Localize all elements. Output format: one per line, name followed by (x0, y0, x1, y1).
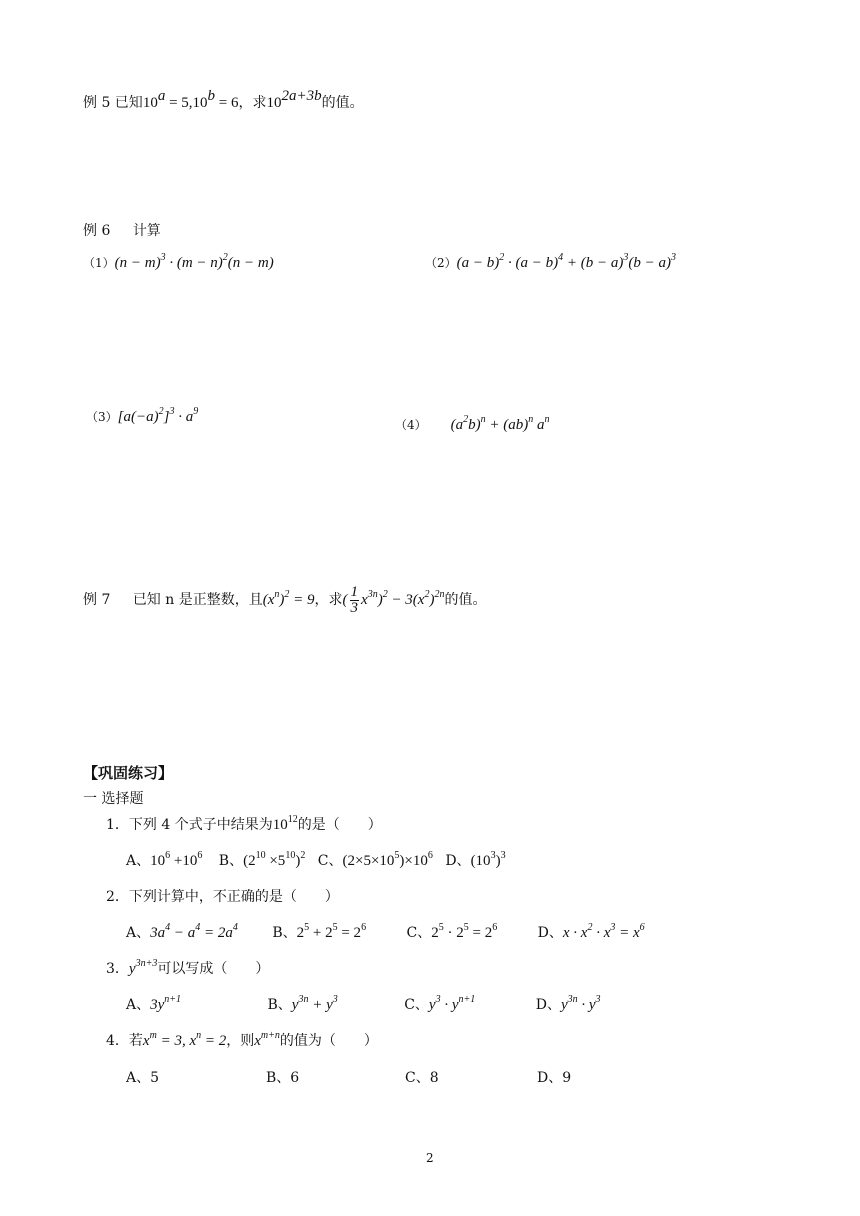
q1-options (126, 850, 506, 870)
q2-option-b[interactable]: B、$2^5 + 2^5 = 2^6$ (272, 922, 367, 941)
q2-option-c[interactable]: C、$2^5 \cdot 2^5 = 2^6$ (406, 922, 498, 941)
ex6-title: 计算 (132, 223, 161, 239)
page-number: 2 (426, 1151, 434, 1165)
question-1 (106, 814, 382, 834)
q4-mid: ，则 (226, 1033, 255, 1049)
ex6-p1-expr: $(n - m)^3 \cdot (m - n)^2(n - m)$ (114, 252, 274, 271)
q4-text: 若 (128, 1033, 143, 1049)
q3-option-c[interactable]: C、$y^3 \cdot y^{n+1}$ (404, 994, 476, 1013)
q4-num: 4． (106, 1033, 129, 1049)
ex6-p2-label: （2） (425, 256, 457, 270)
ex5-tail: 的值。 (321, 95, 364, 111)
q3-options (126, 994, 601, 1014)
q1-option-c[interactable]: C、$(2\times 5\times 10^5)\times 10^6$ (317, 850, 433, 869)
q3-num: 3． (106, 961, 129, 977)
example-5 (83, 88, 364, 112)
q2-options (126, 922, 645, 942)
q4-cond: $x^m = 3$, $x^n = 2$ (142, 1030, 227, 1049)
q3-option-d[interactable]: D、$y^{3n} \cdot y^3$ (535, 994, 601, 1013)
example-6-heading (83, 220, 161, 240)
q1-tail: 的是（ ） (297, 817, 382, 833)
ex7-tail: 的值。 (444, 591, 487, 608)
ex6-part-4 (395, 416, 550, 434)
ex6-p3-expr: $[a(-a)^2]^3 \cdot a^9$ (117, 406, 199, 425)
q4-option-d[interactable]: D、9 (537, 1070, 572, 1086)
q4-options (126, 1067, 572, 1087)
ex6-part-2 (425, 254, 676, 272)
q3-tail: 可以写成（ ） (157, 961, 270, 977)
q4-option-c[interactable]: C、8 (405, 1070, 439, 1086)
ex6-p1-label: （1） (83, 256, 115, 270)
ex6-p4-expr: $(a^2b)^n + (ab)^n$ $a^n$ (450, 414, 550, 433)
q1-option-d[interactable]: D、$(10^3)^3$ (445, 850, 506, 869)
ex5-label: 例 5 已知 (83, 95, 143, 111)
question-2 (106, 886, 339, 906)
q3-option-b[interactable]: B、$y^{3n} + y^3$ (267, 994, 338, 1013)
ex7-frac-num: 1 (350, 584, 359, 600)
q1-text: 下列 4 个式子中结果为 (128, 817, 273, 833)
practice-section: 一 选择题 (83, 791, 144, 807)
ex7-text1: 已知 n 是正整数，且 (132, 591, 263, 608)
example-7 (83, 585, 486, 616)
ex6-part-1 (83, 254, 274, 272)
ex6-p3-label: （3） (86, 410, 118, 424)
ex7-text2: ，求 (314, 591, 343, 608)
q1-option-b[interactable]: B、$(2^{10} \times 5^{10})^2$ (218, 850, 306, 869)
practice-heading: 【巩固练习】 (83, 764, 174, 782)
q4-option-a[interactable]: A、5 (126, 1070, 160, 1086)
question-4 (106, 1030, 378, 1050)
q1-num: 1． (106, 817, 129, 833)
ex5-mid: ，求 (238, 95, 267, 111)
q3-option-a[interactable]: A、$3y^{n+1}$ (126, 994, 182, 1013)
q3-expr: $y^{3n+3}$ (128, 958, 158, 977)
ex6-p4-label: （4） (395, 418, 427, 432)
q4-expr: $x^{m+n}$ (254, 1030, 280, 1049)
q1-option-a[interactable]: A、$10^6 +10^6$ (126, 850, 203, 869)
question-3 (106, 958, 269, 978)
q1-target: $10^{12}$ (272, 814, 298, 833)
ex6-p2-expr: $(a - b)^2 \cdot (a - b)^4 + (b - a)^3(b - a)^3$ (456, 252, 676, 271)
ex7-frac-den: 3 (350, 600, 359, 616)
q4-tail: 的值为（ ） (279, 1033, 378, 1049)
ex7-cond: $(x^n)^2 = 9$ (262, 588, 315, 608)
q2-text: 下列计算中，不正确的是（ ） (128, 889, 339, 905)
ex6-label: 例 6 (83, 223, 111, 239)
ex6-part-3 (86, 408, 198, 426)
q2-option-a[interactable]: A、$3a^4 - a^4 = 2a^4$ (126, 922, 238, 941)
q2-option-d[interactable]: D、$x \cdot x^2 \cdot x^3 = x^6$ (537, 922, 645, 941)
ex5-expr: $10^a = 5,10^b = 6$ (142, 88, 239, 111)
q2-num: 2． (106, 889, 129, 905)
ex5-target: $10^{2a+3b}$ (266, 88, 322, 111)
q4-option-b[interactable]: B、6 (266, 1070, 300, 1086)
ex7-label: 例 7 (83, 591, 111, 608)
ex7-expr: ( $\frac{1}{3}$ $x^{3n})^2 - 3(x^2)^{2n}$ (342, 584, 445, 616)
